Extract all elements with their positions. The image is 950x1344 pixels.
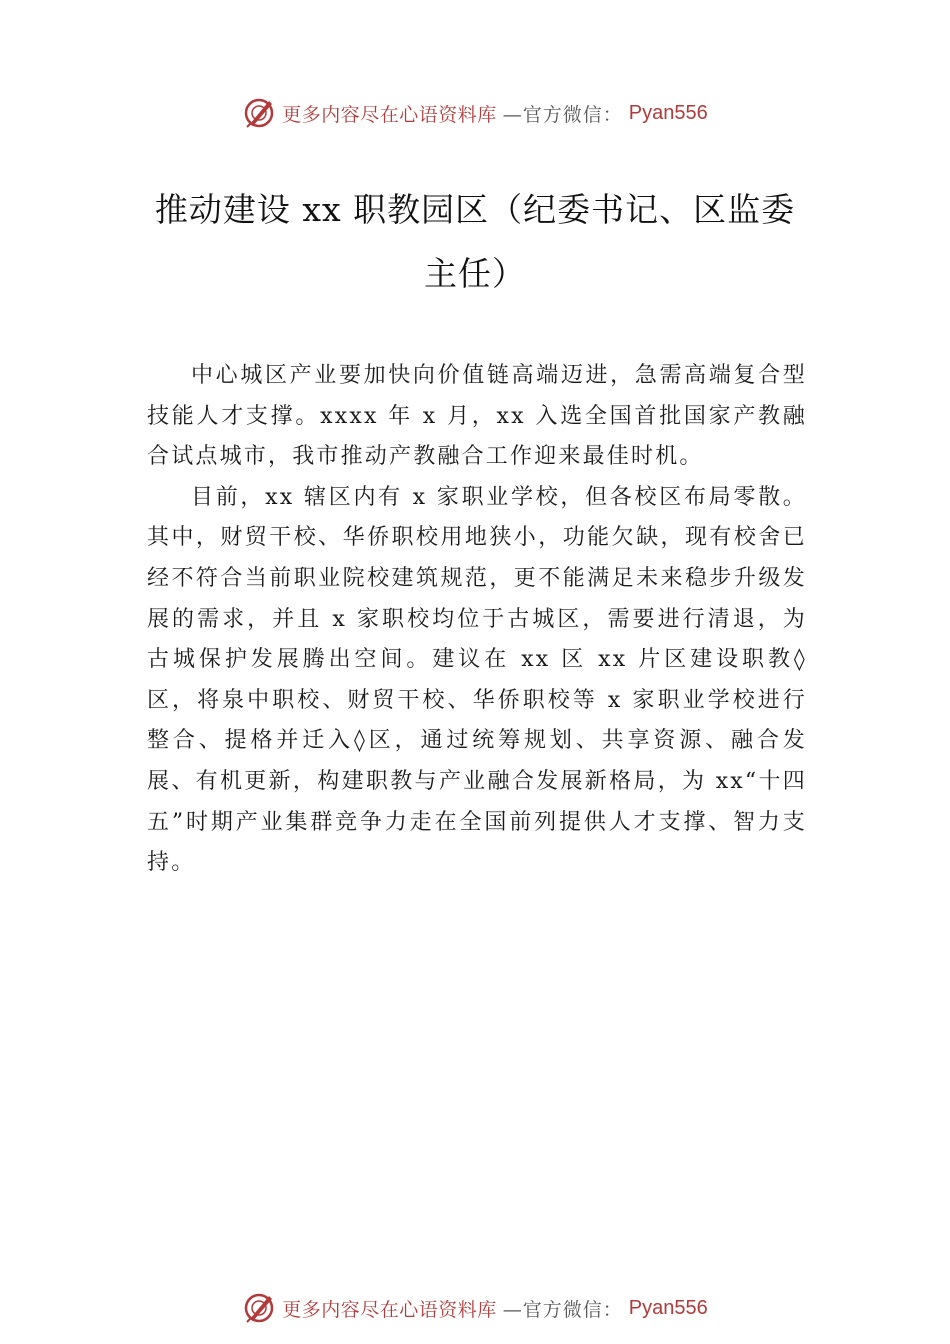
quill-pen-logo-icon — [242, 96, 276, 130]
quill-pen-logo-icon — [242, 1291, 276, 1325]
body-paragraph: 中心城区产业要加快向价值链高端迈进，急需高端复合型技能人才支撑。xxxx 年 x 月，xx 入选全国首批国家产教融合试点城市，我市推动产教融合工作迎来最佳时机。 — [147, 363, 807, 470]
body-paragraph: 目前，xx 辖区内有 x 家职业学校，但各校区布局零散。其中，财贸干校、华侨职校用地狭小，功能欠缺，现有校舍已经不符合当前职业院校建筑规范，更不能满足未来稳步升级发展的需求，并且 x 家职校均位于古城区，需要进行清退，为古城保护发展腾出空间。建议在 xx 区 xx 片区建设职教◊区，将泉中职校、财贸干校、华侨职校等 x 家职业学校进行整合、提格并迁入◊区，通过统筹规划、共享资源、融合发展、有机更新，构建职教与产业融合发展新格局，为 xx“十四五”时期产业集群竞争力走在全国前列提供人才支撑、智力支持。 — [147, 484, 807, 876]
document-body — [147, 356, 807, 884]
footer-watermark — [0, 1288, 950, 1328]
watermark-brand-text: 更多内容尽在心语资料库 — [282, 103, 497, 126]
header-watermark — [0, 93, 950, 133]
watermark-separator-text: —官方微信： — [502, 103, 623, 126]
watermark-brand-text: 更多内容尽在心语资料库 — [282, 1298, 497, 1321]
watermark-separator-text: —官方微信： — [502, 1298, 623, 1321]
watermark-wechat-id: Pyan556 — [628, 101, 708, 124]
document-title: 推动建设 xx 职教园区（纪委书记、区监委主任） — [154, 190, 796, 293]
watermark-wechat-id: Pyan556 — [628, 1296, 708, 1319]
